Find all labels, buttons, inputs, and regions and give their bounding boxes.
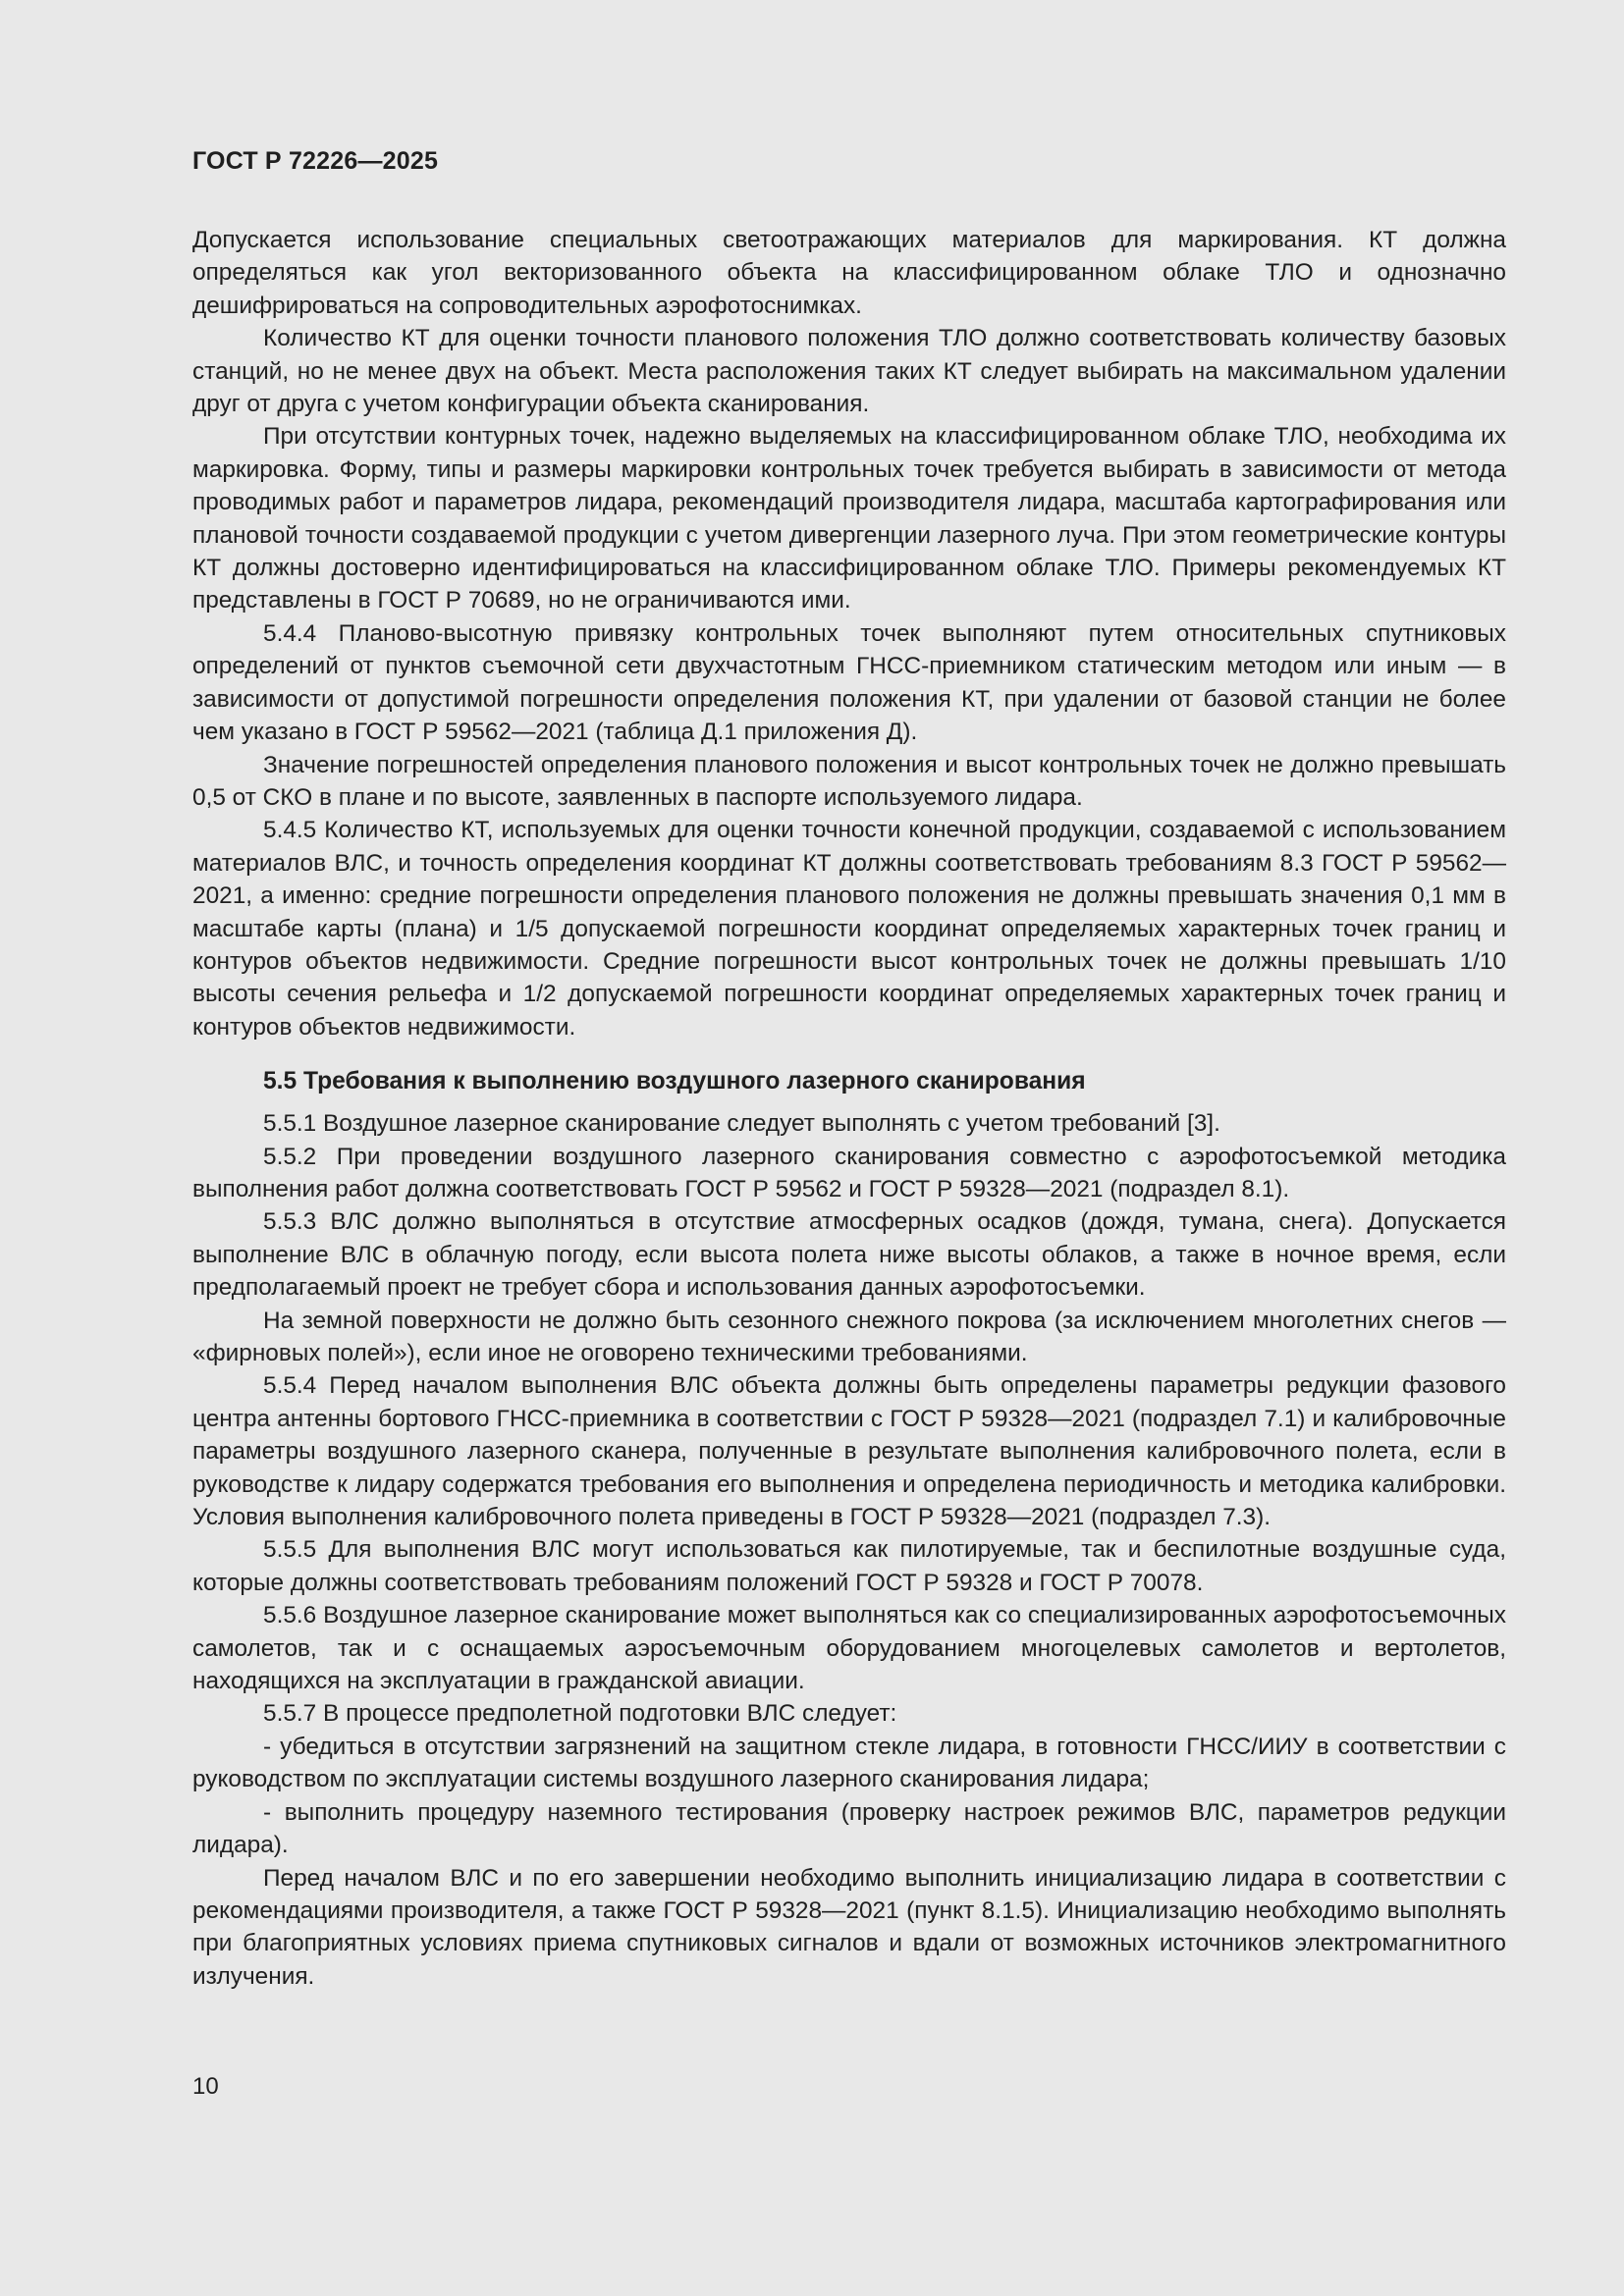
section-heading: 5.5 Требования к выполнению воздушного лазерного сканирования <box>263 1068 1086 1095</box>
paragraph: 5.5.3 ВЛС должно выполняться в отсутствие атмосферных осадков (дождя, тумана, снега). Допускается выполнение ВЛС в облачную погоду, если высота полета ниже высоты облаков, а также в ночное время, если предполагаемый проект не требует сбора и использования данных аэрофотосъемки. <box>192 1208 1506 1302</box>
paragraph: Количество КТ для оценки точности планового положения ТЛО должно соответствовать количеству базовых станций, но не менее двух на объект. Места расположения таких КТ следует выбирать на максимальном удалении друг от друга с учетом конфигурации объекта сканирования. <box>192 325 1506 418</box>
paragraph: 5.4.4 Планово-высотную привязку контрольных точек выполняют путем относительных спутниковых определений от пунктов съемочной сети двухчастотным ГНСС-приемником статическим методом или иным — в зависимости от допустимой погрешности определения положения КТ, при удалении от базовой станции не более чем указано в ГОСТ Р 59562—2021 (таблица Д.1 приложения Д). <box>192 619 1506 746</box>
page-number: 10 <box>192 2073 219 2100</box>
document-header: ГОСТ Р 72226—2025 <box>192 147 439 175</box>
list-item: - выполнить процедуру наземного тестирования (проверку настроек режимов ВЛС, параметров редукции лидара). <box>192 1798 1506 1859</box>
paragraph: При отсутствии контурных точек, надежно выделяемых на классифицированном облаке ТЛО, необходима их маркировка. Форму, типы и размеры маркировки контрольных точек требуется выбирать в зависимости от метода проводимых работ и параметров лидара, рекомендаций производителя лидара, масштаба картографирования или плановой точности создаваемой продукции с учетом дивергенции лазерного луча. При этом геометрические контуры КТ должны достоверно идентифицироваться на классифицированном облаке ТЛО. Примеры рекомендуемых КТ представлены в ГОСТ Р 70689, но не ограничиваются ими. <box>192 423 1506 614</box>
paragraph: 5.5.2 При проведении воздушного лазерного сканирования совместно с аэрофотосъемкой методика выполнения работ должна соответствовать ГОСТ Р 59562 и ГОСТ Р 59328—2021 (подраздел 8.1). <box>192 1143 1506 1202</box>
paragraph: 5.5.5 Для выполнения ВЛС могут использоваться как пилотируемые, так и беспилотные воздушные суда, которые должны соответствовать требованиям положений ГОСТ Р 59328 и ГОСТ Р 70078. <box>192 1536 1506 1596</box>
paragraph: 5.5.4 Перед началом выполнения ВЛС объекта должны быть определены параметры редукции фазового центра антенны бортового ГНСС-приемника в соответствии с ГОСТ Р 59328—2021 (подраздел 7.1) и калибровочные параметры воздушного лазерного сканера, полученные в результате выполнения калибровочного полета, если в руководстве к лидару содержатся требования его выполнения и определена периодичность и методика калибровки. Условия выполнения калибровочного полета приведены в ГОСТ Р 59328—2021 (подраздел 7.3). <box>192 1372 1506 1531</box>
list-item: - убедиться в отсутствии загрязнений на защитном стекле лидара, в готовности ГНСС/ИИУ в соответствии с руководством по эксплуатации системы воздушного лазерного сканирования лидара; <box>192 1733 1506 1793</box>
paragraph: 5.4.5 Количество КТ, используемых для оценки точности конечной продукции, создаваемой с использованием материалов ВЛС, и точность определения координат КТ должны соответствовать требованиям 8.3 ГОСТ Р 59562—2021, а именно: средние погрешности определения планового положения не должны превышать значения 0,1 мм в масштабе карты (плана) и 1/5 допускаемой погрешности координат определяемых характерных точек границ и контуров объектов недвижимости. Средние погрешности высот контрольных точек не должны превышать 1/10 высоты сечения рельефа и 1/2 допускаемой погрешности координат определяемых характерных точек границ и контуров объектов недвижимости. <box>192 817 1506 1041</box>
paragraph: 5.5.7 В процессе предполетной подготовки ВЛС следует: <box>263 1700 897 1728</box>
paragraph: Допускается использование специальных светоотражающих материалов для маркирования. КТ должна определяться как угол векторизованного объекта на классифицированном облаке ТЛО и однозначно дешифрироваться на сопроводительных аэрофотоснимках. <box>192 227 1506 319</box>
paragraph: На земной поверхности не должно быть сезонного снежного покрова (за исключением многолетних снегов — «фирновых полей»), если иное не оговорено техническими требованиями. <box>192 1307 1506 1366</box>
paragraph: Значение погрешностей определения планового положения и высот контрольных точек не должно превышать 0,5 от СКО в плане и по высоте, заявленных в паспорте используемого лидара. <box>192 751 1506 811</box>
paragraph: 5.5.1 Воздушное лазерное сканирование следует выполнять с учетом требований [3]. <box>263 1110 1220 1138</box>
paragraph: 5.5.6 Воздушное лазерное сканирование может выполняться как со специализированных аэрофотосъемочных самолетов, так и с оснащаемых аэросъемочным оборудованием многоцелевых самолетов и вертолетов, находящихся на эксплуатации в гражданской авиации. <box>192 1602 1506 1695</box>
document-body <box>192 224 1506 1993</box>
paragraph: Перед началом ВЛС и по его завершении необходимо выполнить инициализацию лидара в соответствии с рекомендациями производителя, а также ГОСТ Р 59328—2021 (пункт 8.1.5). Инициализацию необходимо выполнять при благоприятных условиях приема спутниковых сигналов и вдали от возможных источников электромагнитного излучения. <box>192 1864 1506 1990</box>
